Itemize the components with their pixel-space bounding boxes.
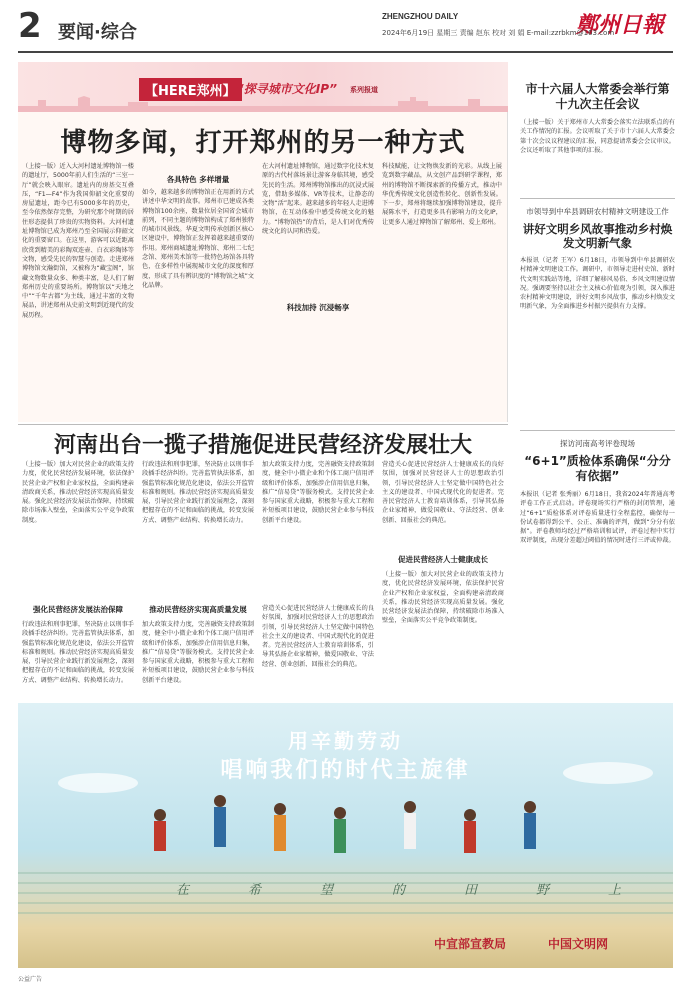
right-divider-2 — [520, 430, 675, 431]
lyric-char: 野 — [536, 883, 550, 898]
section-name: 要闻·综合 — [58, 22, 137, 43]
poster-credit-1: 中宣部宣教局 — [434, 937, 507, 951]
lyric-char: 望 — [320, 883, 334, 898]
feature-subhead-2: 科技加持 沉浸畅享 — [286, 303, 350, 312]
lyric-char: 田 — [464, 883, 478, 898]
lyric-char: 的 — [392, 883, 406, 898]
paper-logo: 鄭州日報 — [576, 12, 665, 38]
poster-slogan-line1: 用辛勤劳动 — [288, 729, 403, 753]
lyric-char: 上 — [608, 883, 622, 898]
story3-kicker: 探访河南高考评卷现场 — [560, 439, 635, 448]
feature-column-1: （上接一版）近入大河村遗址博物馆一楼的遗址厅，5000年前人们生活的“三室一厅”就会映入眼帘。遗址内的房基交互叠压，“F1—F4”作为我国仰韶文化重要的房屋遗址，距今已有5000多年的历史，至今依然保存完整，为研究那个时期的居住形态提供了珍贵的实物资料。大河村遗址博物馆已成为郑州乃至全国展示仰韶文化的重要窗口。在这里，游客可以近距离欣赏到精美的彩陶双连壶、白衣彩陶钵等文物，感受先民的智慧与创造。走进郑州博物馆文瀚街馆，又被称为“藏宝阁”，馆藏文物数量众多、种类丰富，是人们了解郑州历史的重要场所。博物馆以“天地之中”“千年古都”为主线，通过丰富的文物展品，讲述郑州从史前文明到近现代的发展历程。 — [22, 163, 134, 319]
lyric-char: 在 — [176, 883, 190, 898]
feature-subhead-1: 各具特色 多样增量 — [166, 175, 230, 184]
mid-subhead-3: 促进民营经济人士健康成长 — [398, 555, 488, 564]
public-ad-label: 公益广告 — [18, 976, 43, 983]
issue-info: 2024年6月19日 星期三 责编 赵东 校对 刘 娟 E-mail:zzrbkm@163.com — [382, 29, 615, 37]
page-number: 2 — [18, 6, 42, 46]
mid-column-1-cont: 行政违法和刑事犯罪，坚决防止以刑事手段插手经济纠纷。完善监管执法体系，加强监管标准化规范化建设，依法公开监管标准和规则。推动民营经济实现高质量发展，引导民营企业践行新发展理念，深刻把握存在的不足和面临的挑战，转变发展方式、调整产业结构、转换增长动力。 — [22, 621, 134, 684]
mid-headline: 河南出台一揽子措施促进民营经济发展壮大 — [53, 433, 472, 458]
banner-tag: 【HERE郑州】 — [139, 78, 242, 101]
story1-headline: 市十六届人大常委会举行第十九次主任会议 — [525, 82, 670, 111]
story1-body: （上接一版）关于郑州市人大常委会落实立法联系点的有关工作情况的汇报。会议听取了关于市十六届人大常委会第十次会议议程建议的汇报，同意提请常委会会议审议。会议还听取了其他事项的汇报。 — [520, 119, 675, 154]
banner-column-label: 系列报道 — [350, 86, 378, 94]
public-service-poster — [18, 703, 673, 968]
right-divider-1 — [520, 198, 675, 199]
mid-column-3-cont: 营造关心促进民营经济人士健康成长的良好氛围，加强对民营经济人士的思想政治引领，引导民营经济人士坚定做中国特色社会主义的建设者、中国式现代化的促进者。完善民营经济人士教育培训体系，引导其弘扬企业家精神，做爱国敬业、守法经营、创业创新、回报社会的典范。 — [262, 605, 374, 668]
feature-column-4: 科技赋能，让文物焕发新的光彩。从线上展览到数字藏品，从文创产品到研学课程，郑州的博物馆不断探索新的传播方式，推动中华优秀传统文化创造性转化、创新性发展。下一步，郑州将继续加强博物馆建设，提升展陈水平，打造更多具有影响力的文化IP，让更多人通过博物馆了解郑州、爱上郑州。 — [382, 163, 502, 226]
mid-column-2: 行政违法和刑事犯罪，坚决防止以刑事手段插手经济纠纷。完善监管执法体系，加强监管标准化规范化建设，依法公开监管标准和规则。推动民营经济实现高质量发展，引导民营企业践行新发展理念，深刻把握存在的不足和面临的挑战，转变发展方式、调整产业结构、转换增长动力。 — [142, 461, 254, 524]
paper-english-name: ZHENGZHOU DAILY — [382, 12, 459, 21]
mid-column-2-cont: 加大政策支持力度，完善融资支持政策制度，健全中小微企业和个体工商户信用评级和评价体系，加强涉企信用信息归集，推广“信易贷”等服务模式。支持民营企业参与国家重大战略，积极参与重大工程和补短板项目建设，鼓励民营企业参与科技创新平台建设。 — [142, 621, 254, 684]
masthead — [0, 0, 690, 56]
mid-divider-top — [18, 424, 508, 425]
feature-headline: 博物多闻，打开郑州的另一种方式 — [60, 128, 466, 158]
mid-subhead-2: 推动民营经济实现高质量发展 — [149, 605, 247, 614]
feature-column-2: 如今，越来越多的博物馆正在用新的方式讲述中华文明的故事。郑州市已建成各类博物馆100余座，数量位居全国省会城市前列，不同主题的博物馆构成了郑州独特的城市风景线。华夏文明传承创新区核心区建设中，博物馆正发挥着越来越重要的作用。郑州商城遗址博物馆、郑州二七纪念馆、郑州美术馆等一批特色场馆各具特色，在多样性中展现城市文化的深度和厚度，形成了具有辨识度的“博物馆之城”文化品牌。 — [142, 189, 254, 289]
poster-slogan-line2: 唱响我们的时代主旋律 — [220, 758, 471, 783]
feature-column-3: 在大河村遗址博物馆，通过数字化技术复原的古代村落场景让游客身临其境，感受先民的生活。郑州博物馆推出的沉浸式展览，借助多媒体、VR等技术，让静态的文物“活”起来。越来越多的年轻人走进博物馆，在互动体验中感受传统文化的魅力。“博物馆热”的背后，是人们对优秀传统文化的认同和热爱。 — [262, 163, 374, 236]
mid-subhead-1: 强化民营经济发展法治保障 — [33, 605, 123, 614]
story2-headline: 讲好文明乡风故事推动乡村焕发文明新气象 — [522, 222, 673, 250]
masthead-rule — [18, 51, 673, 53]
poster-credit-2: 中国文明网 — [548, 937, 609, 951]
mid-column-4: 营造关心促进民营经济人士健康成长的良好氛围，加强对民营经济人士的思想政治引领，引导民营经济人士坚定做中国特色社会主义的建设者、中国式现代化的促进者。完善民营经济人士教育培训体系，引导其弘扬企业家精神，做爱国敬业、守法经营、创业创新、回报社会的典范。 — [382, 461, 504, 524]
mid-column-1: （上接一版）加大对民营企业的政策支持力度，优化民营经济发展环境，依法保护民营企业产权和企业家权益，全面构建亲清政商关系，推动民营经济实现高质量发展。强化民营经济发展法治保障，持续破除市场准入壁垒，全面落实公平竞争政策制度。 — [22, 461, 134, 524]
mid-column-4-cont: （上接一版）加大对民营企业的政策支持力度，优化民营经济发展环境，依法保护民营企业产权和企业家权益，全面构建亲清政商关系，推动民营经济实现高质量发展。强化民营经济发展法治保障，持续破除市场准入壁垒，全面落实公平竞争政策制度。 — [382, 571, 504, 625]
story2-kicker: 市领导到中牟县调研农村精神文明建设工作 — [526, 207, 669, 216]
banner-subtitle: “探寻城市文化IP” — [236, 82, 337, 96]
feature-article — [18, 62, 508, 422]
mid-column-3: 加大政策支持力度，完善融资支持政策制度，健全中小微企业和个体工商户信用评级和评价体系，加强涉企信用信息归集，推广“信易贷”等服务模式。支持民营企业参与国家重大战略，积极参与重大工程和补短板项目建设，鼓励民营企业参与科技创新平台建设。 — [262, 461, 374, 524]
story2-body: 本报讯（记者 王军）6月18日，市领导到中牟县调研农村精神文明建设工作。调研中，市领导走进村史馆、新时代文明实践站等地，详细了解移风易俗、乡风文明建设情况。强调要坚持以社会主义核心价值观为引领，深入推进农村精神文明建设，讲好文明乡风故事，推动乡村焕发文明新气象，为全面推进乡村振兴提供有力支撑。 — [520, 257, 675, 311]
story3-headline: “6+1”质检体系确保“分分有依据” — [524, 454, 671, 483]
lyric-char: 希 — [248, 883, 262, 898]
story3-body: 本报讯（记者 张秀丽）6月18日，我省2024年普通高考评卷工作正式启动。评卷现场实行严格的封闭管理，通过“6+1”质检体系对评卷质量进行全程监控，确保每一份试卷都得到公平、公正、准确的评判，做到“分分有依据”。评卷教师均经过严格培训和试评，评卷过程中实行双评制度，出现分差超过阈值的情况时进行三评或仲裁。 — [520, 491, 675, 545]
feature-banner — [18, 62, 508, 112]
